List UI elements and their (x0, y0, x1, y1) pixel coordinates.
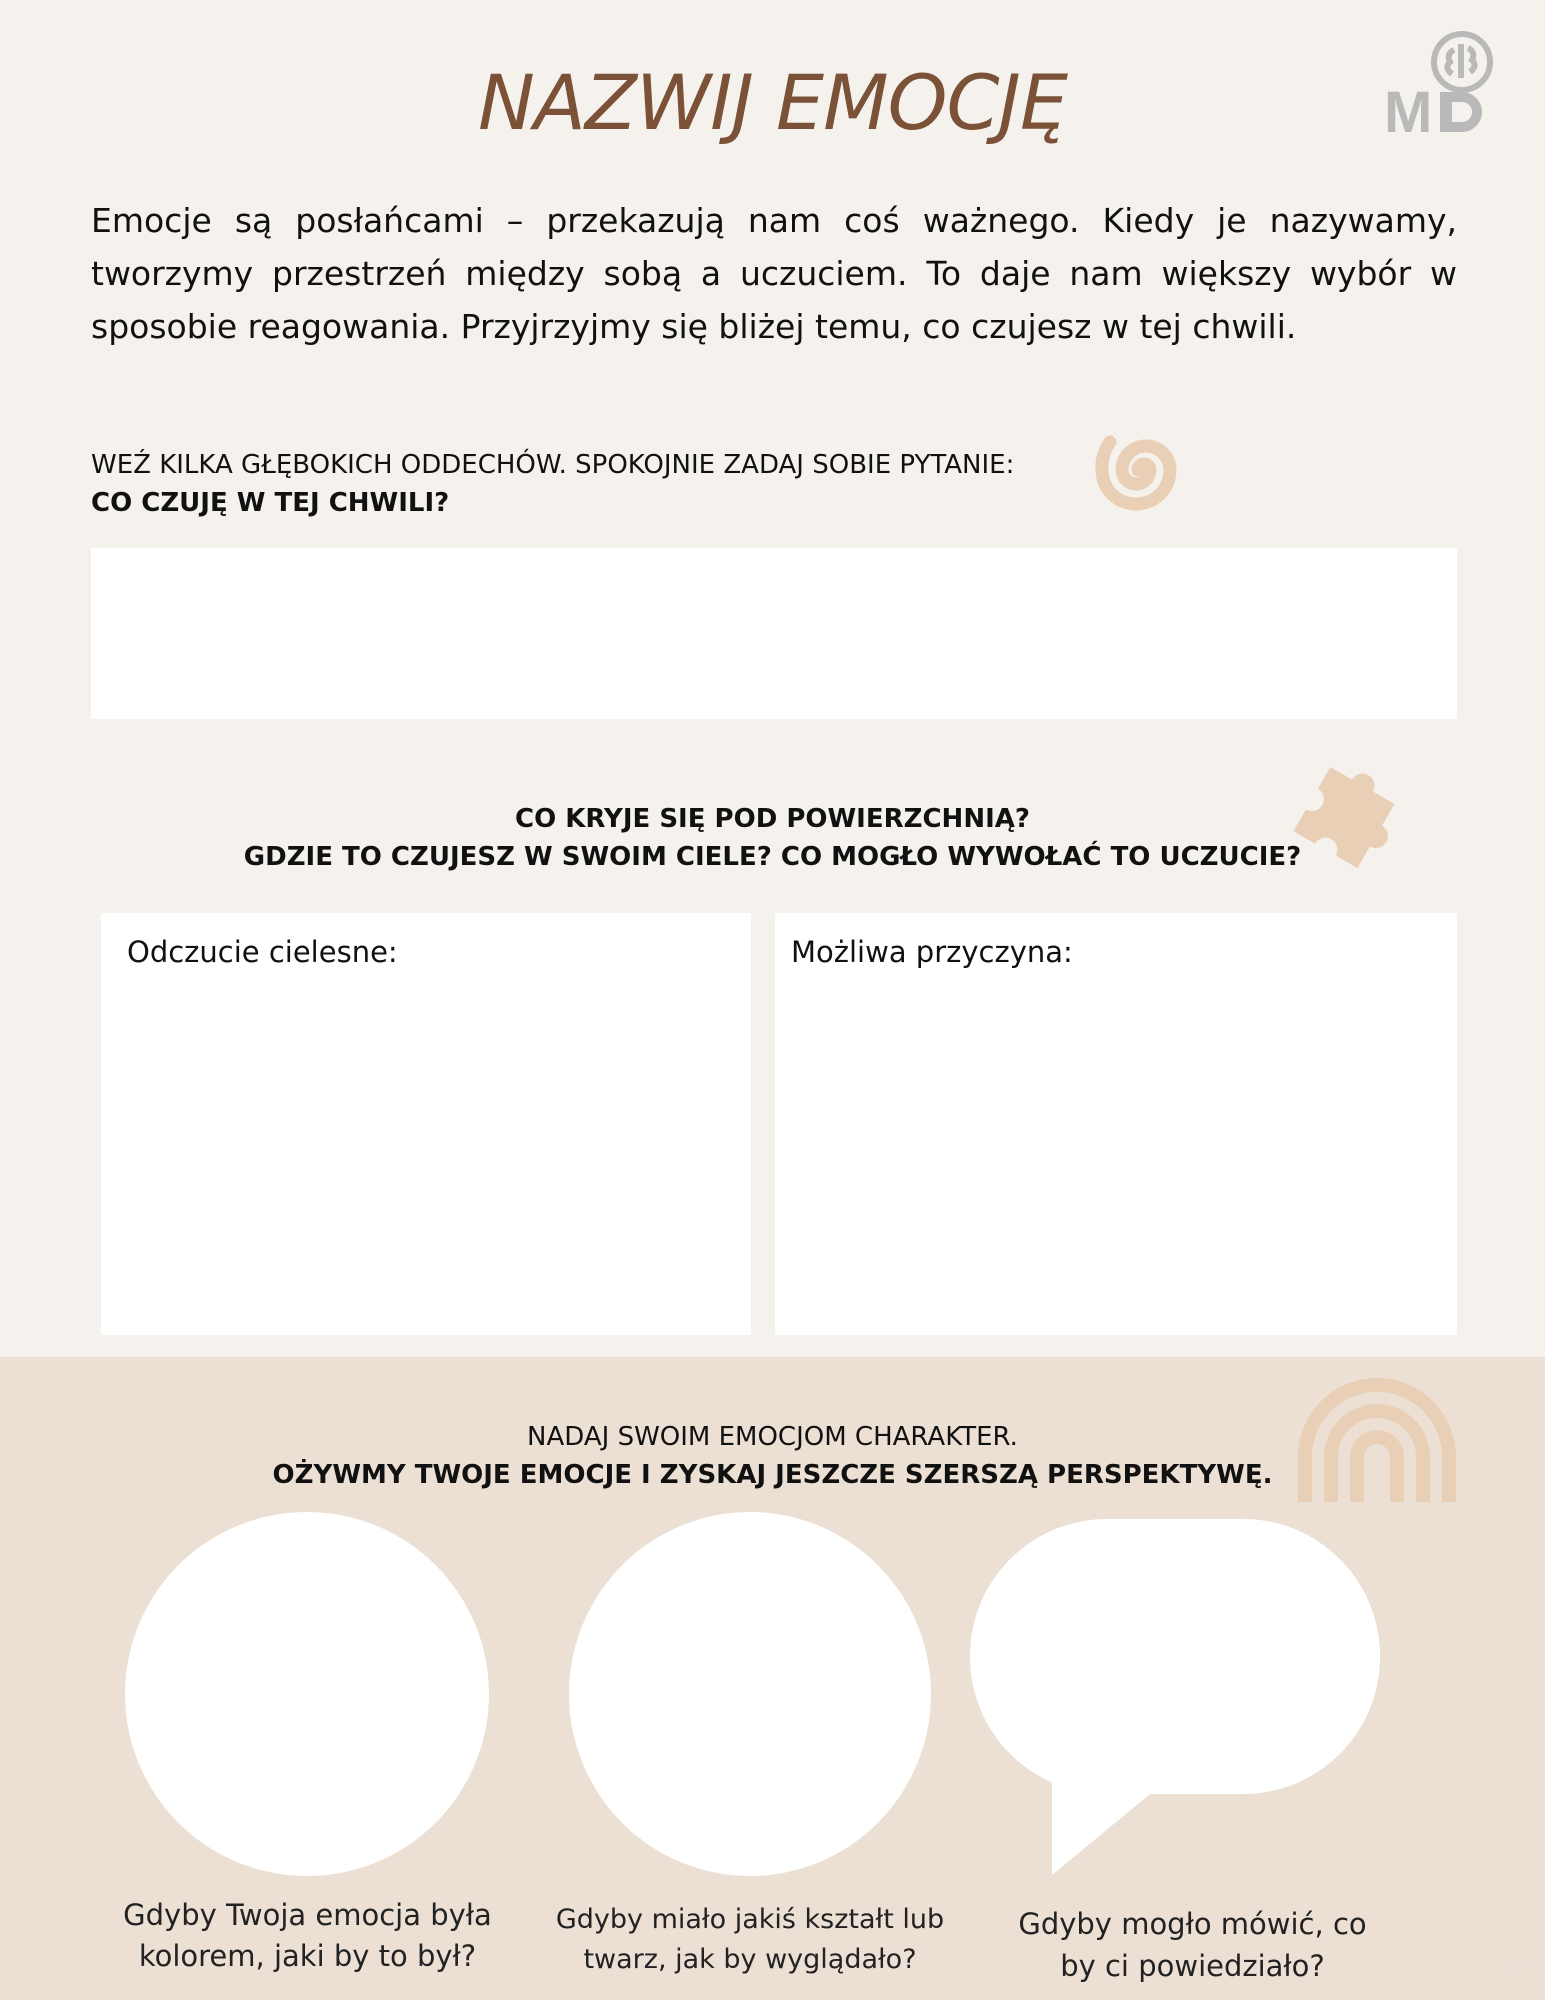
logo-icon (1382, 26, 1500, 138)
surface-prompt-line1: CO KRYJE SIĘ POD POWIERZCHNIĄ? (515, 804, 1030, 834)
speech-bubble[interactable] (970, 1519, 1380, 1879)
puzzle-icon (1285, 748, 1415, 878)
speech-question-line1: Gdyby mogło mówić, co (1018, 1907, 1367, 1941)
intro-paragraph: Emocje są posłańcami – przekazują nam coś ważnego. Kiedy je nazywamy, tworzymy przestrzeń między sobą a uczuciem. To daje nam większy wybór w sposobie reagowania. Przyjrzyjmy się bliżej temu, co czujesz w tej chwili. (91, 201, 1457, 346)
breathing-prompt-line1: WEŹ KILKA GŁĘBOKICH ODDECHÓW. SPOKOJNIE ZADAJ SOBIE PYTANIE: (91, 450, 1015, 480)
speech-question-caption (990, 1903, 1395, 1987)
surface-prompt-line2: GDZIE TO CZUJESZ W SWOIM CIELE? CO MOGŁO WYWOŁAĆ TO UCZUCIE? (243, 842, 1302, 872)
rainbow-icon (1296, 1376, 1458, 1502)
shape-question-line2: twarz, jak by wyglądało? (583, 1944, 917, 1975)
emotion-color-circle[interactable] (125, 1512, 489, 1876)
page-number: 17 (1500, 1955, 1527, 1982)
color-question-caption (110, 1895, 505, 1977)
breathing-prompt-question: CO CZUJĘ W TEJ CHWILI? (91, 488, 450, 518)
color-question-line2: kolorem, jaki by to był? (138, 1939, 477, 1973)
shape-question-caption (555, 1900, 945, 1980)
spiral-icon (1080, 410, 1208, 528)
speech-question-line2: by ci powiedziało? (1060, 1949, 1325, 1983)
current-feeling-answer-box[interactable] (91, 548, 1457, 719)
color-question-line1: Gdyby Twoja emocja była (123, 1898, 492, 1932)
emotion-shape-circle[interactable] (569, 1512, 931, 1876)
breathing-prompt (91, 446, 1091, 522)
shape-question-line1: Gdyby miało jakiś kształt lub (555, 1904, 945, 1935)
possible-cause-label: Możliwa przyczyna: (791, 935, 1073, 969)
page-title: NAZWIJ EMOCJĘ (478, 58, 1067, 147)
character-prompt-line1: NADAJ SWOIM EMOCJOM CHARAKTER. (527, 1422, 1018, 1452)
character-prompt-line2: OŻYWMY TWOJE EMOCJE I ZYSKAJ JESZCZE SZERSZĄ PERSPEKTYWĘ. (272, 1460, 1273, 1490)
body-sensation-label: Odczucie cielesne: (127, 935, 398, 969)
possible-cause-box[interactable] (775, 913, 1457, 1335)
body-sensation-box[interactable] (101, 913, 751, 1335)
svg-text:M: M (1384, 80, 1433, 138)
